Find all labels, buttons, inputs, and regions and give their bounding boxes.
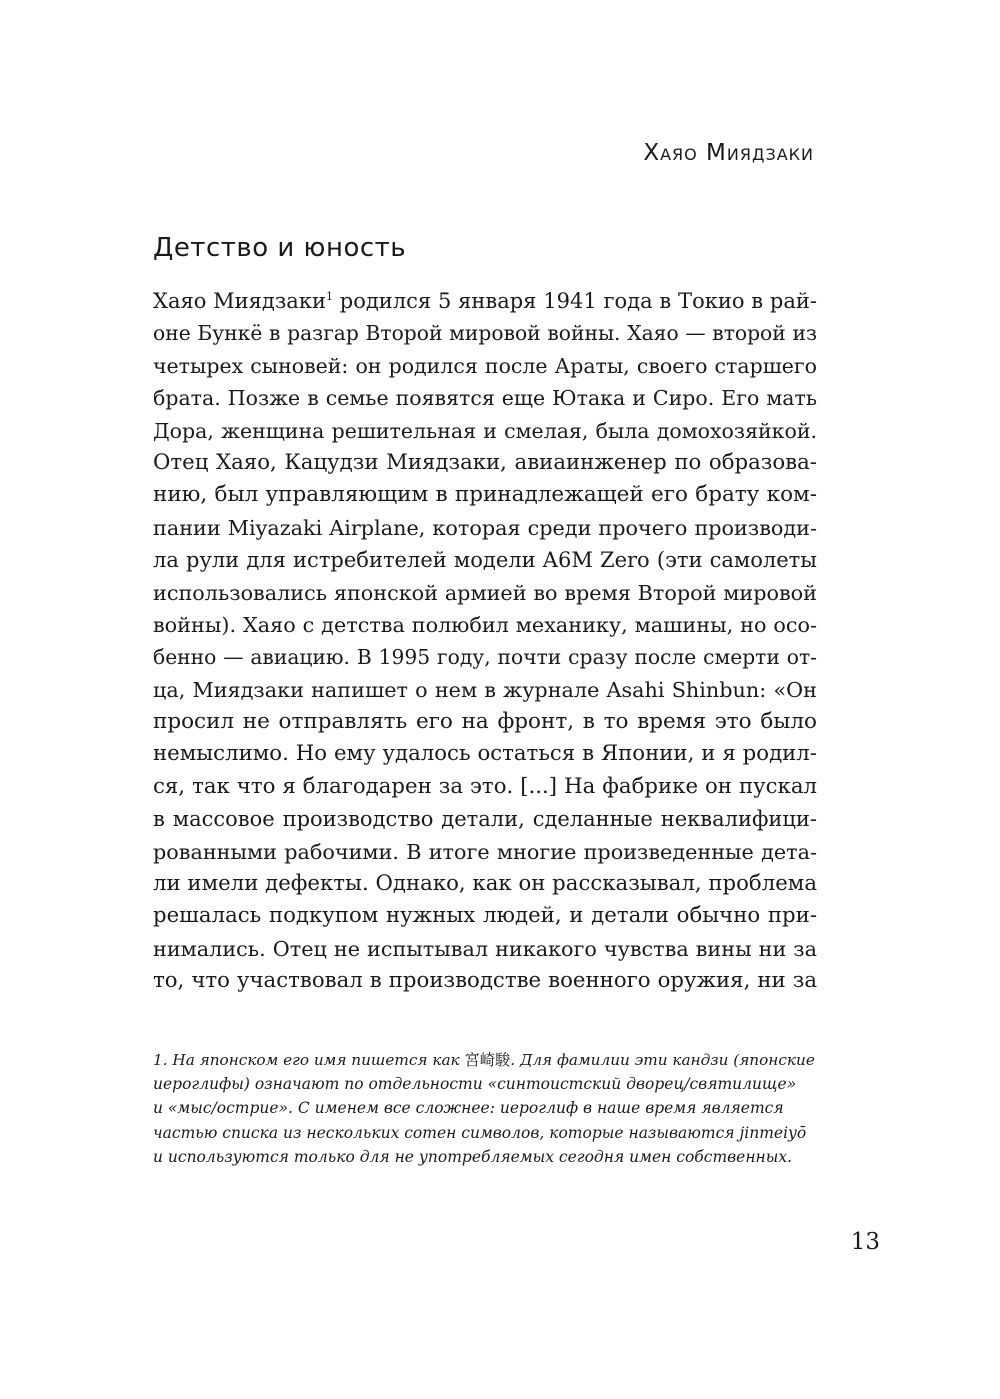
body-line: ца, Миядзаки напишет о нем в журнале Asahi Shinbun: «Он bbox=[153, 677, 817, 702]
body-line: немыслимо. Но ему удалось остаться в Японии, и я родил- bbox=[153, 741, 817, 767]
body-line: брата. Позже в семье появятся еще Ютака и Сиро. Его мать bbox=[153, 386, 817, 411]
footnote-kanji: 宮崎駿 bbox=[464, 1051, 511, 1069]
section-title: Детство и юность bbox=[153, 233, 407, 263]
footnote-text: 1. На японском его имя пишется как bbox=[153, 1051, 460, 1069]
body-line: рованными рабочими. В итоге многие произведенные дета- bbox=[153, 839, 817, 864]
body-line-rest: родился 5 января 1941 года в Токио в рай- bbox=[339, 289, 817, 313]
body-line: решалась подкупом нужных людей, и детали обычно при- bbox=[153, 903, 817, 929]
body-line: войны). Хаяо с детства полюбил механику, машины, но осо- bbox=[153, 612, 817, 637]
body-line: ся, так что я благодарен за это. [...] На фабрике он пускал bbox=[153, 773, 817, 799]
body-text bbox=[153, 285, 817, 998]
footnote-line: и «мыс/острие». С именем все сложнее: иероглиф в наше время является bbox=[153, 1099, 784, 1118]
body-line bbox=[153, 285, 817, 317]
footnote-line: иероглифы) означают по отдельности «синтоистский дворец/святилище» bbox=[153, 1075, 797, 1094]
footnote-line bbox=[153, 1048, 817, 1072]
body-line: нимались. Отец не испытывал никакого чувства вины ни за bbox=[153, 936, 817, 961]
body-line: четырех сыновей: он родился после Араты, своего старшего bbox=[153, 353, 817, 378]
body-line: Дора, женщина решительная и смелая, была домохозяйкой. bbox=[153, 418, 817, 443]
footnote-line: частью списка из нескольких сотен символов, которые называются jinmeiyō bbox=[153, 1123, 807, 1142]
body-line: ли имели дефекты. Однако, как он рассказывал, проблема bbox=[153, 871, 817, 897]
body-line: ла рули для истребителей модели A6M Zero (эти самолеты bbox=[153, 548, 817, 573]
body-line: использовались японской армией во время Второй мировой bbox=[153, 580, 817, 605]
body-line: оне Бункё в разгар Второй мировой войны. Хаяо — второй из bbox=[153, 321, 817, 346]
body-line: просил не отправлять его на фронт, в то время это было bbox=[153, 709, 817, 735]
body-line: Отец Хаяо, Кацудзи Миядзаки, авиаинженер по образова- bbox=[153, 449, 817, 475]
footnote-marker[interactable]: 1 bbox=[325, 290, 333, 303]
page-number: 13 bbox=[850, 1229, 880, 1255]
body-line: в массовое производство детали, сделанные неквалифици- bbox=[153, 807, 817, 832]
footnote-text: . Для фамилии эти кандзи (японские bbox=[510, 1051, 815, 1069]
body-line: то, что участвовал в производстве военного оружия, ни за bbox=[153, 968, 817, 994]
body-line: нию, был управляющим в принадлежащей его брату ком- bbox=[153, 482, 817, 508]
running-head: Хаяо Миядзаки bbox=[643, 140, 814, 166]
body-line-start: Хаяо Миядзаки bbox=[153, 289, 326, 313]
body-line: бенно — авиацию. В 1995 году, почти сразу после смерти от- bbox=[153, 645, 817, 670]
footnote bbox=[153, 1048, 817, 1169]
footnote-line: и используются только для не употребляемых сегодня имен собственных. bbox=[153, 1147, 793, 1166]
body-line: пании Miyazaki Airplane, которая среди прочего производи- bbox=[153, 515, 817, 540]
